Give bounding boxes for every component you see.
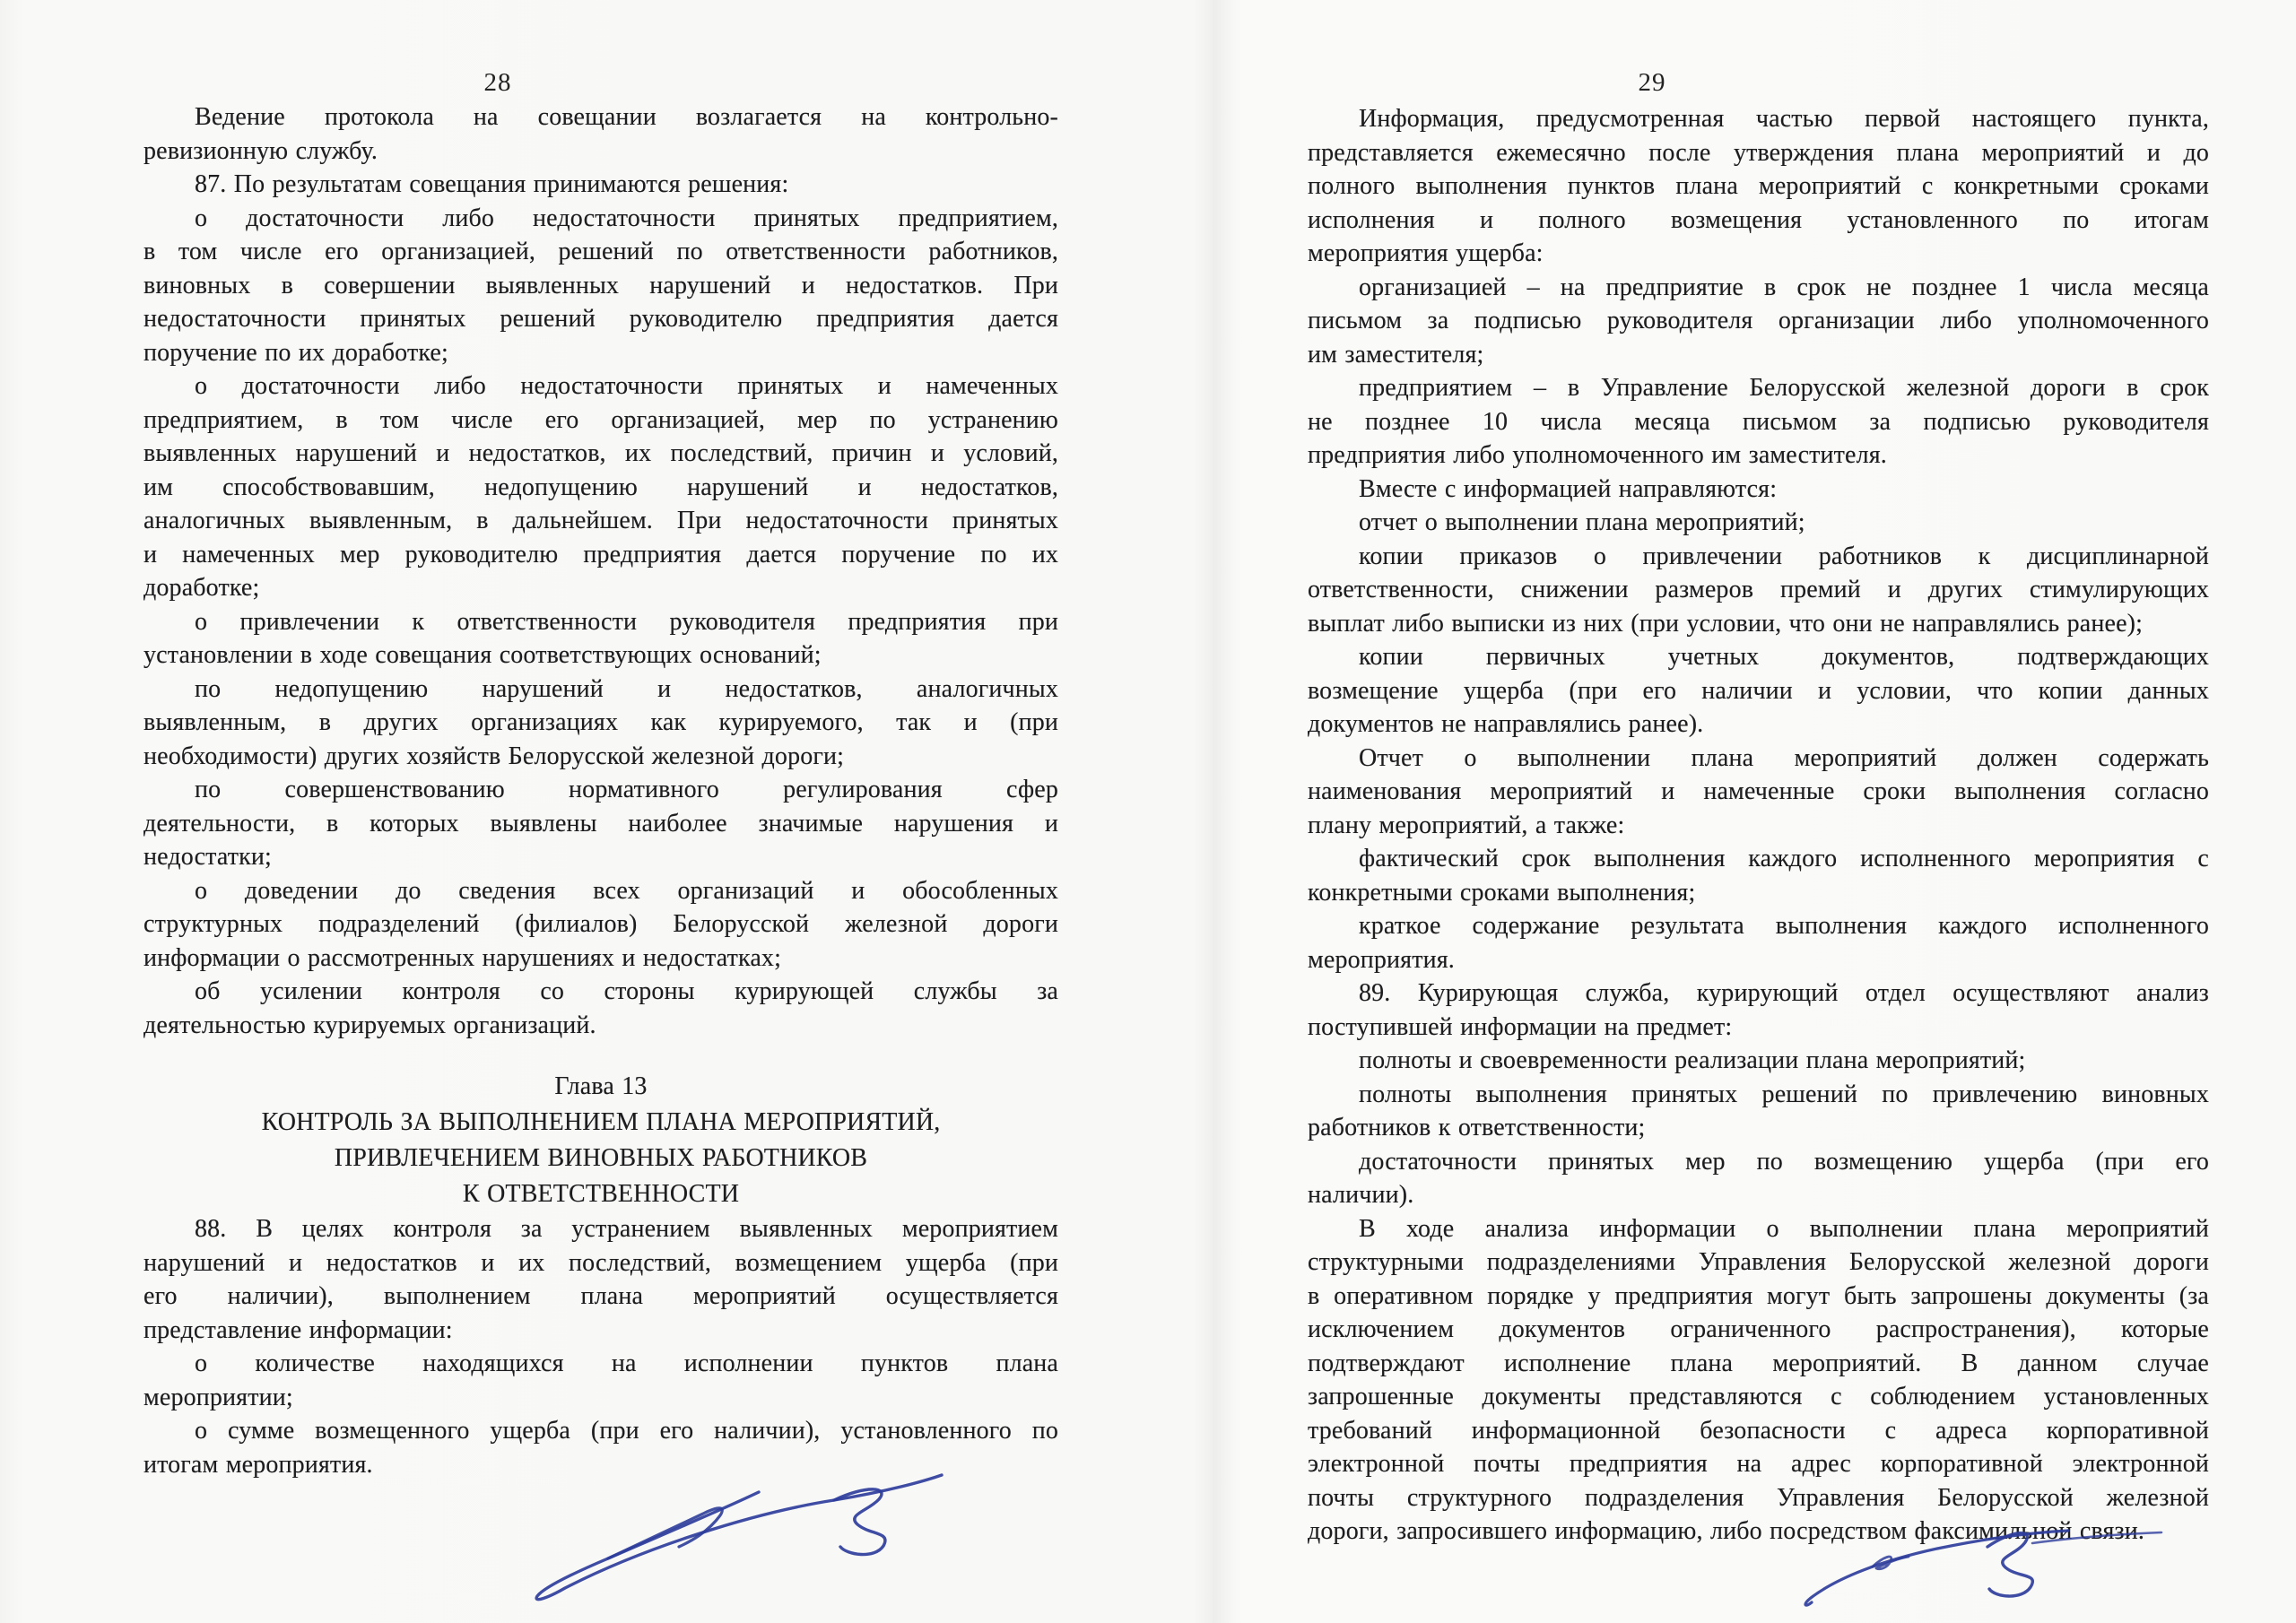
- text-line: информации о рассмотренных нарушениях и недостатках;: [144, 943, 781, 972]
- paragraph: [144, 1347, 1058, 1414]
- text-line: о достаточности либо недостаточности принятых предприятием,: [195, 204, 1058, 232]
- text-line: 89. Курирующая служба, курирующий отдел осуществляют анализ: [1359, 979, 2209, 1007]
- text-line: письмом за подписью руководителя организации либо уполномоченного: [1308, 307, 2209, 334]
- text-line: Ведение протокола на совещании возлагается на контрольно-: [195, 103, 1058, 131]
- text-line: деятельностью курируемых организаций.: [144, 1011, 596, 1039]
- paragraph: [1308, 640, 2209, 742]
- text-line: ПРИВЛЕЧЕНИЕМ ВИНОВНЫХ РАБОТНИКОВ: [334, 1144, 868, 1172]
- paragraph: [1308, 371, 2209, 473]
- page-28-text-column: [144, 100, 1058, 1481]
- text-line: плану мероприятий, а также:: [1308, 811, 1625, 839]
- paragraph: [144, 100, 1058, 168]
- text-line: выплат либо выписки из них (при условии, что они не направлялись ранее);: [1308, 609, 2144, 638]
- text-line: недостаточности принятых решений руководителю предприятия дается: [144, 305, 1058, 333]
- text-line: Отчет о выполнении плана мероприятий должен содержать: [1359, 743, 2209, 772]
- paragraph: [1308, 1212, 2209, 1549]
- text-line: о привлечении к ответственности руководителя предприятия при: [195, 607, 1058, 636]
- text-line: деятельности, в которых выявлены наиболее значимые нарушения и: [144, 809, 1058, 838]
- page-gutter-shadow: [1193, 0, 1236, 1623]
- text-line: В ходе анализа информации о выполнении плана мероприятий: [1359, 1214, 2209, 1243]
- text-line: дороги, запросившего информацию, либо посредством факсимильной связи.: [1308, 1517, 2145, 1545]
- text-line: подтверждают исполнение плана мероприятий. В данном случае: [1308, 1349, 2209, 1377]
- text-line: конкретными сроками выполнения;: [1308, 878, 1696, 907]
- text-line: организацией – на предприятие в срок не позднее 1 числа месяца: [1359, 273, 2209, 301]
- text-line: предприятия либо уполномоченного им заместителя.: [1308, 441, 1887, 469]
- paragraph: [144, 605, 1058, 673]
- text-line: структурными подразделениями Управления Белорусской железной дороги: [1308, 1248, 2209, 1276]
- text-line: по совершенствованию нормативного регулирования сфер: [195, 776, 1058, 803]
- text-line: достаточности принятых мер по возмещению ущерба (при его: [1359, 1147, 2209, 1176]
- paragraph: [144, 1212, 1058, 1347]
- page-number-left: 28: [483, 68, 512, 97]
- paragraph: [1308, 271, 2209, 372]
- signature-left: [518, 1465, 960, 1612]
- text-line: мероприятии;: [144, 1383, 293, 1411]
- text-line: аналогичных выявленным, в дальнейшем. При недостаточности принятых: [144, 507, 1058, 534]
- text-line: не позднее 10 числа месяца письмом за подписью руководителя: [1308, 407, 2209, 436]
- text-line: Информация, предусмотренная частью первой настоящего пункта,: [1359, 105, 2209, 133]
- paragraph: [1308, 909, 2209, 976]
- text-line: по недопущению нарушений и недостатков, аналогичных: [195, 674, 1058, 703]
- paragraph: [1308, 473, 2209, 507]
- text-line: К ОТВЕТСТВЕННОСТИ: [462, 1180, 740, 1208]
- text-line: об усилении контроля со стороны курирующей службы за: [195, 977, 1058, 1005]
- signature-right: [1797, 1515, 2181, 1621]
- text-line: виновных в совершении выявленных нарушений и недостатков. При: [144, 271, 1058, 299]
- paragraph: [144, 975, 1058, 1042]
- text-line: наличии).: [1308, 1181, 1414, 1209]
- text-line: установлении в ходе совещания соответствующих оснований;: [144, 641, 822, 669]
- text-line: структурных подразделений (филиалов) Белорусской железной дороги: [144, 910, 1058, 938]
- text-line: им способствовавшим, недопущению нарушений и недостатков,: [144, 473, 1058, 501]
- text-line: работников к ответственности;: [1308, 1114, 1646, 1141]
- text-line: почты структурного подразделения Управления Белорусской железной: [1308, 1483, 2209, 1512]
- text-line: о достаточности либо недостаточности принятых и намеченных: [195, 372, 1058, 400]
- text-line: электронной почты предприятия на адрес корпоративной электронной: [1308, 1450, 2209, 1478]
- paragraph: [144, 202, 1058, 370]
- text-line: 88. В целях контроля за устранением выявленных мероприятием: [195, 1215, 1058, 1243]
- paragraph: [1308, 506, 2209, 540]
- text-line: о доведении до сведения всех организаций и обособленных: [195, 876, 1058, 905]
- text-line: представление информации:: [144, 1315, 453, 1344]
- paragraph: [144, 168, 1058, 202]
- text-line: запрошенные документы представляются с соблюдением установленных: [1308, 1383, 2209, 1410]
- text-line: отчет о выполнении плана мероприятий;: [1359, 508, 1805, 536]
- text-line: исполнения и полного возмещения установленного по итогам: [1308, 205, 2209, 234]
- text-line: Вместе с информацией направляются:: [1359, 474, 1778, 503]
- paragraph: [144, 673, 1058, 774]
- text-line: необходимости) других хозяйств Белорусской железной дороги;: [144, 742, 845, 770]
- paragraph: [1308, 1078, 2209, 1145]
- text-line: полноты выполнения принятых решений по привлечению виновных: [1359, 1080, 2209, 1108]
- text-line: КОНТРОЛЬ ЗА ВЫПОЛНЕНИЕМ ПЛАНА МЕРОПРИЯТИЙ,: [261, 1108, 941, 1136]
- paragraph: [144, 874, 1058, 976]
- paragraph: [1308, 1145, 2209, 1212]
- text-line: представляется ежемесячно после утверждения плана мероприятий и до: [1308, 138, 2209, 167]
- text-line: предприятием – в Управление Белорусской железной дороги в срок: [1359, 374, 2209, 402]
- text-line: его наличии), выполнением плана мероприятий осуществляется: [144, 1282, 1058, 1310]
- text-line: наименования мероприятий и намеченные сроки выполнения согласно: [1308, 777, 2209, 805]
- text-line: мероприятия ущерба:: [1308, 239, 1544, 267]
- text-line: нарушений и недостатков и их последствий, возмещением ущерба (при: [144, 1248, 1058, 1277]
- text-line: им заместителя;: [1308, 340, 1484, 369]
- text-line: мероприятия.: [1308, 945, 1455, 974]
- text-line: копии первичных учетных документов, подтверждающих: [1359, 643, 2209, 671]
- paragraph: [1308, 1044, 2209, 1078]
- text-line: Глава 13: [554, 1072, 648, 1100]
- paragraph: [144, 369, 1058, 605]
- text-line: поступившей информации на предмет:: [1308, 1012, 1733, 1041]
- text-line: исключением документов ограниченного распространения), которые: [1308, 1315, 2209, 1343]
- text-line: полноты и своевременности реализации плана мероприятий;: [1359, 1046, 2026, 1074]
- text-line: в оперативном порядке у предприятия могут быть запрошены документы (за: [1308, 1281, 2209, 1310]
- text-line: ревизионную службу.: [144, 136, 378, 165]
- text-line: итогам мероприятия.: [144, 1450, 373, 1479]
- paragraph: [1308, 842, 2209, 909]
- text-line: копии приказов о привлечении работников к дисциплинарной: [1359, 542, 2209, 570]
- text-line: в том числе его организацией, решений по ответственности работников,: [144, 238, 1058, 265]
- paragraph: [1308, 976, 2209, 1044]
- text-line: полного выполнения пунктов плана мероприятий с конкретными сроками: [1308, 172, 2209, 200]
- page-29-text-column: [1308, 102, 2209, 1549]
- text-line: поручение по их доработке;: [144, 338, 448, 367]
- paragraph: [1308, 742, 2209, 843]
- text-line: выявленных нарушений и недостатков, их последствий, причин и условий,: [144, 439, 1058, 467]
- text-line: фактический срок выполнения каждого исполненного мероприятия с: [1359, 845, 2209, 872]
- text-line: недостатки;: [144, 843, 272, 871]
- text-line: и намеченных мер руководителю предприятия дается поручение по их: [144, 540, 1058, 568]
- text-line: выявленным, в других организациях как курируемого, так и (при: [144, 708, 1058, 736]
- text-line: требований информационной безопасности с адреса корпоративной: [1308, 1416, 2209, 1445]
- text-line: ответственности, снижении размеров премий и других стимулирующих: [1308, 576, 2209, 603]
- text-line: документов не направлялись ранее).: [1308, 710, 1704, 738]
- text-line: 87. По результатам совещания принимаются решения:: [195, 170, 789, 198]
- text-line: предприятием, в том числе его организацией, мер по устранению: [144, 405, 1058, 434]
- text-line: доработке;: [144, 574, 260, 602]
- paragraph: [144, 773, 1058, 874]
- text-line: возмещение ущерба (при его наличии и условии, что копии данных: [1308, 676, 2209, 705]
- paragraph: [1308, 540, 2209, 641]
- text-line: краткое содержание результата выполнения каждого исполненного: [1359, 912, 2209, 940]
- chapter-title: [144, 1105, 1058, 1212]
- text-line: о сумме возмещенного ущерба (при его наличии), установленного по: [195, 1417, 1058, 1445]
- paragraph: [1308, 102, 2209, 271]
- text-line: о количестве находящихся на исполнении пунктов плана: [195, 1350, 1058, 1377]
- chapter-label: [144, 1069, 1058, 1105]
- page-number-right: 29: [1638, 68, 1666, 97]
